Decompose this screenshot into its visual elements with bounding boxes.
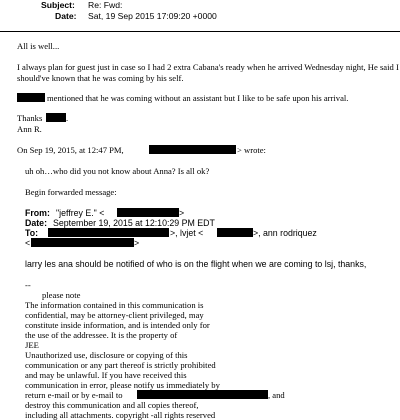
quote-intro: On Sep 19, 2015, at 12:47 PM, [17,145,124,155]
disclaimer-line: communication or any part thereof is strictly prohibited [25,360,216,370]
signoff-name: Ann R. [17,124,42,134]
thanks-period: . [66,113,69,123]
redaction-box [48,228,169,237]
signature-note: please note [42,290,81,300]
redaction-box [17,93,45,102]
disclaimer-line: constitute inside information, and is intended only for [25,320,210,330]
forwarded-message: larry les ana should be notified of who is on the flight when we are coming to lsj, thanks, [25,259,367,269]
date-label: Date: [55,11,77,21]
disclaimer-line: Unauthorized use, disclosure or copying of this [25,350,188,360]
disclaimer-line: confidential, may be attorney-client privileged, may [25,310,204,320]
subject-label: Subject: [41,0,75,10]
body-line-all-well: All is well... [17,41,60,51]
forward-from-close: > [179,208,185,218]
forward-date-value: September 19, 2015 at 12:10:29 PM EDT [53,218,215,228]
redaction-box [149,145,236,154]
disclaimer-line: the use of the addressee. It is the property of [25,330,178,340]
redaction-box [46,113,69,123]
forward-to-value: >, lvjet < [170,228,204,238]
redaction-box [31,238,134,247]
body-paragraph-line: should've known that he was coming by his self. [17,73,184,83]
forward-to-line2-open: < [25,238,31,248]
redaction-box [117,208,179,217]
thanks-text: Thanks [17,113,43,123]
redaction-box [217,228,253,237]
date-value: Sat, 19 Sep 2015 17:09:20 +0000 [88,11,217,21]
forward-date-label: Date: [25,218,47,228]
signature-dash: -- [25,280,31,290]
redaction-box [137,390,268,399]
disclaimer-line: The information contained in this communication is [25,300,204,310]
quoted-line: Begin forwarded message: [25,187,117,197]
disclaimer-line: communication in error, please notify us immediately by [25,380,220,390]
disclaimer-line: return e-mail or by e-mail to [25,390,123,400]
forward-from-value: "jeffrey E." < [56,208,105,218]
header-divider [0,31,400,32]
forward-from-label: From: [25,208,50,218]
body-paragraph-line: I always plan for guest just in case so I had 2 extra Cabana's ready when he arrived Wednesday night, He said I [17,62,399,72]
disclaimer-line: JEE [25,340,39,350]
forward-to-label: To: [25,228,39,238]
quote-intro-wrote: > wrote: [237,145,266,155]
quoted-line: uh oh…who did you not know about Anna? Is all ok? [25,166,210,176]
body-paragraph-line: mentioned that he was coming without an assistant but I like to be safe upon his arrival. [47,93,349,103]
forward-to-line2-close: > [134,238,140,248]
disclaimer-line: including all attachments. copyright -all rights reserved [25,410,216,420]
subject-value: Re: Fwd: [88,0,123,10]
disclaimer-line: and may be unlawful. If you have received this [25,370,187,380]
disclaimer-line: destroy this communication and all copies thereof, [25,400,199,410]
forward-to-value-tail: >, ann rodriquez [253,228,317,238]
disclaimer-line-tail: , and [268,390,285,400]
